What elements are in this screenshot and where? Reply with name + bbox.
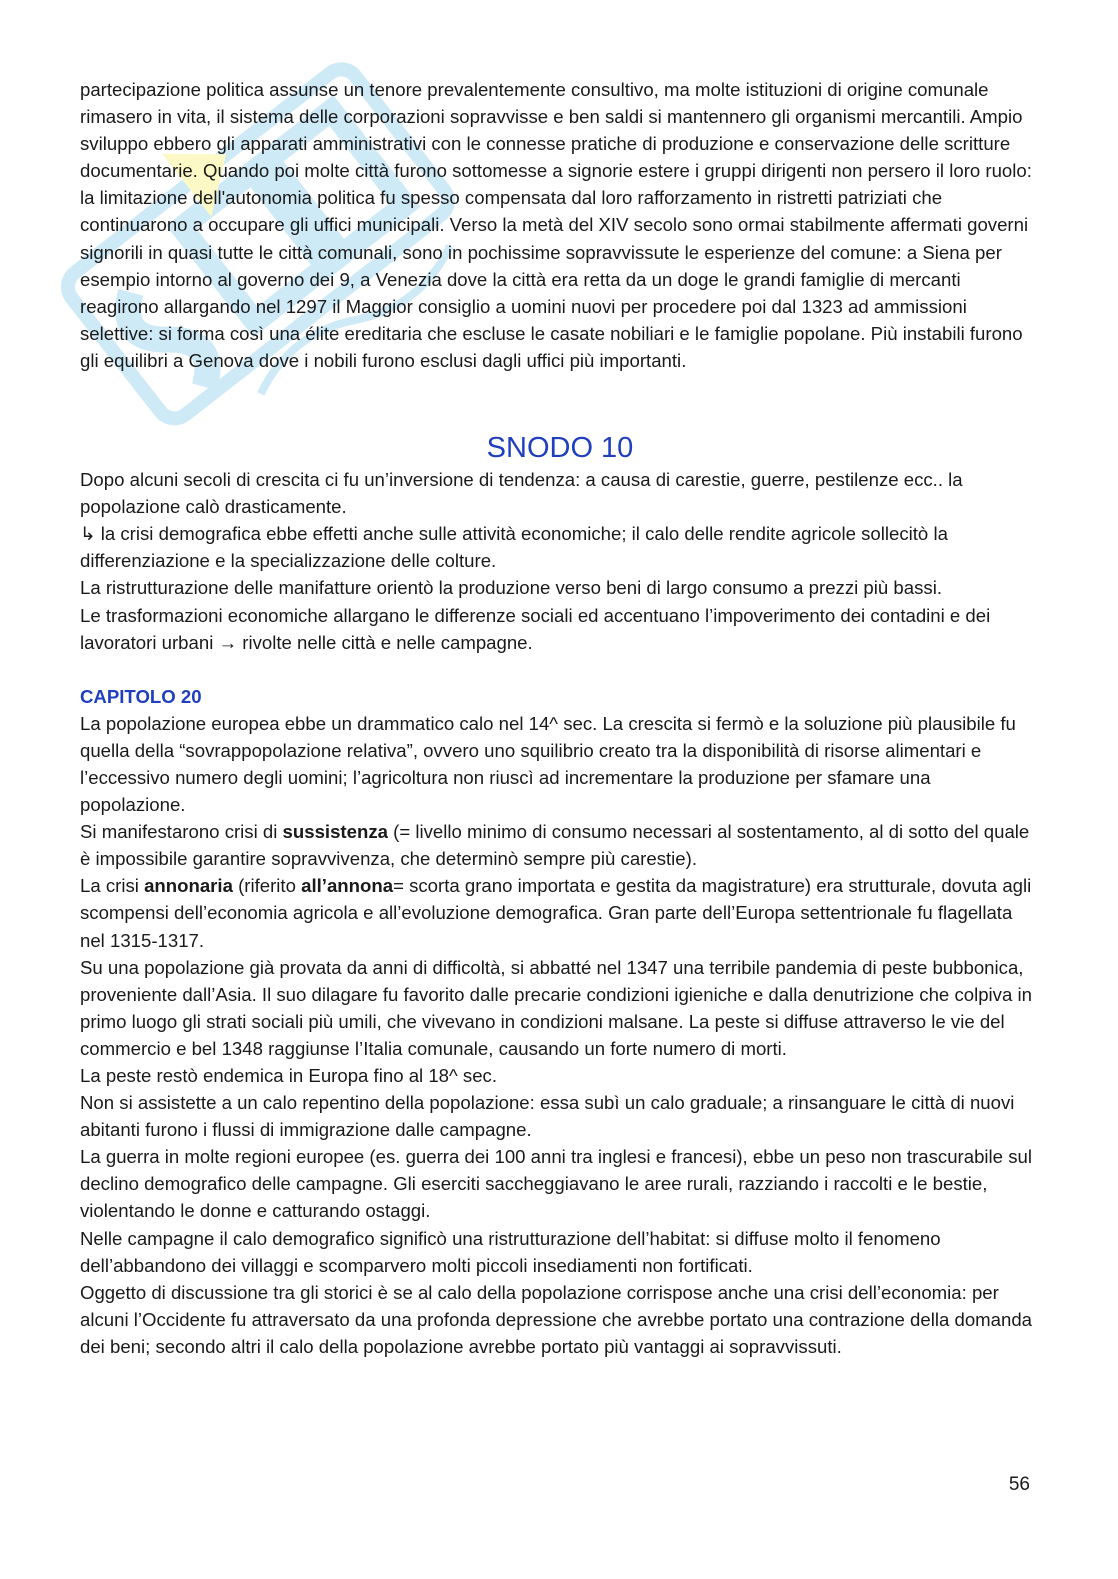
text-span: La crisi xyxy=(80,875,145,897)
chapter-paragraph-3 xyxy=(80,872,1040,953)
text-span: (= livello minimo di consumo necessari al sostentamento, al di sotto del quale è impossibile garantire sopravvivenza, che determinò sempre più carestie). xyxy=(80,821,1030,870)
chapter-paragraph-4: Su una popolazione già provata da anni di difficoltà, si abbatté nel 1347 una terribile pandemia di peste bubbonica, proveniente dall’Asia. Il suo dilagare fu favorito dalle precarie condizioni igieniche e dalla denutrizione che colpiva in primo luogo gli strati sociali più umili, che vivevano in condizioni malsane. La peste si diffuse attraverso le vie del commercio e bel 1348 raggiunse l’Italia comunale, causando un forte numero di morti. xyxy=(80,956,1032,1059)
chapter-paragraph-2 xyxy=(80,818,1040,872)
chapter-paragraph-7: La guerra in molte regioni europee (es. guerra dei 100 anni tra inglesi e francesi), ebbe un peso non trascurabile sul declino demografico delle campagne. Gli eserciti saccheggiavano le aree rurali, razziando i raccolti e le bestie, violentando le donne e catturando ostaggi. xyxy=(80,1146,1032,1222)
snodo-paragraph-1: Dopo alcuni secoli di crescita ci fu un’inversione di tendenza: a causa di carestie, guerre, pestilenze ecc.. la popolazione calò drasticamente. xyxy=(80,469,963,518)
text-span: = scorta grano importata e gestita da magistrature) era strutturale, dovuta agli scompensi dell’economia agricola e all’evoluzione demografica. Gran parte dell’Europa settentrionale fu flagellata nel 1315-1317. xyxy=(80,875,1032,951)
bold-term-annonaria: annonaria xyxy=(144,875,233,897)
snodo-paragraph-4: Le trasformazioni economiche allargano le differenze sociali ed accentuano l’impoverimento dei contadini e dei lavoratori urbani → rivolte nelle città e nelle campagne. xyxy=(80,604,991,653)
intro-paragraph: partecipazione politica assunse un tenore prevalentemente consultivo, ma molte istituzioni di origine comunale rimasero in vita, il sistema delle corporazioni sopravvisse e ben saldi si mantennero gli organismi mercantili. Ampio sviluppo ebbero gli apparati amministrativi con le connesse pratiche di produzione e conservazione delle scritture documentarie. Quando poi molte città furono sottomesse a signorie estere i gruppi dirigenti non persero il loro ruolo: la limitazione dell'autonomia politica fu spesso compensata dal loro rafforzamento in ristretti patriziati che continuarono a occupare gli uffici municipali. Verso la metà del XIV secolo sono ormai stabilmente affermati governi signorili in quasi tutte le città comunali, sono in pochissime sopravvissute le esperienze del comune: a Siena per esempio intorno al governo dei 9, a Venezia dove la città era retta da un doge le grandi famiglie di mercanti reagirono allargando nel 1297 il Maggior consiglio a uomini nuovi per procedere poi dal 1323 ad ammissioni selettive: si forma così una élite ereditaria che escluse le casate nobiliari e le famiglie popolane. Più instabili furono gli equilibri a Genova dove i nobili furono esclusi dagli uffici più importanti. xyxy=(80,79,1032,371)
bold-term-annona: all’annona xyxy=(301,875,394,897)
text-span: (riferito xyxy=(232,875,302,897)
text-span: Si manifestarono crisi di xyxy=(80,821,283,843)
page-number: 56 xyxy=(1008,1474,1030,1495)
document-page xyxy=(80,76,1040,1360)
chapter-paragraph-1: La popolazione europea ebbe un drammatico calo nel 14^ sec. La crescita si fermò e la soluzione più plausibile fu quella della “sovrappopolazione relativa”, ovvero uno squilibrio creato tra la disponibilità di risorse alimentari e l’eccessivo numero degli uomini; l’agricoltura non riuscì ad incrementare la produzione per sfamare una popolazione. xyxy=(80,712,1016,816)
chapter-paragraph-5: La peste restò endemica in Europa fino al 18^ sec. xyxy=(80,1065,498,1086)
snodo-paragraph-3: La ristrutturazione delle manifatture orientò la produzione verso beni di largo consumo a prezzi più bassi. xyxy=(80,577,942,599)
chapter-paragraph-8: Nelle campagne il calo demografico significò una ristrutturazione dell’habitat: si diffuse molto il fenomeno dell’abbandono dei villaggi e scomparvero molti piccoli insediamenti non fortificati. xyxy=(80,1227,941,1276)
chapter-paragraph-9: Oggetto di discussione tra gli storici è se al calo della popolazione corrispose anche una crisi dell’economia: per alcuni l’Occidente fu attraversato da una profonda depressione che avrebbe portato una contrazione della domanda dei beni; secondo altri il calo della popolazione avrebbe portato più vantaggi ai sopravvissuti. xyxy=(80,1281,1033,1357)
chapter-paragraph-6: Non si assistette a un calo repentino della popolazione: essa subì un calo graduale; a rinsanguare le città di nuovi abitanti furono i flussi di immigrazione dalle campagne. xyxy=(80,1092,1015,1141)
snodo-paragraph-2: ↳ la crisi demografica ebbe effetti anche sulle attività economiche; il calo delle rendite agricole sollecitò la differenziazione e la specializzazione delle colture. xyxy=(80,523,948,572)
chapter-title: CAPITOLO 20 xyxy=(80,685,202,707)
bold-term-sussistenza: sussistenza xyxy=(282,821,388,843)
snodo-title: SNODO 10 xyxy=(486,432,634,465)
